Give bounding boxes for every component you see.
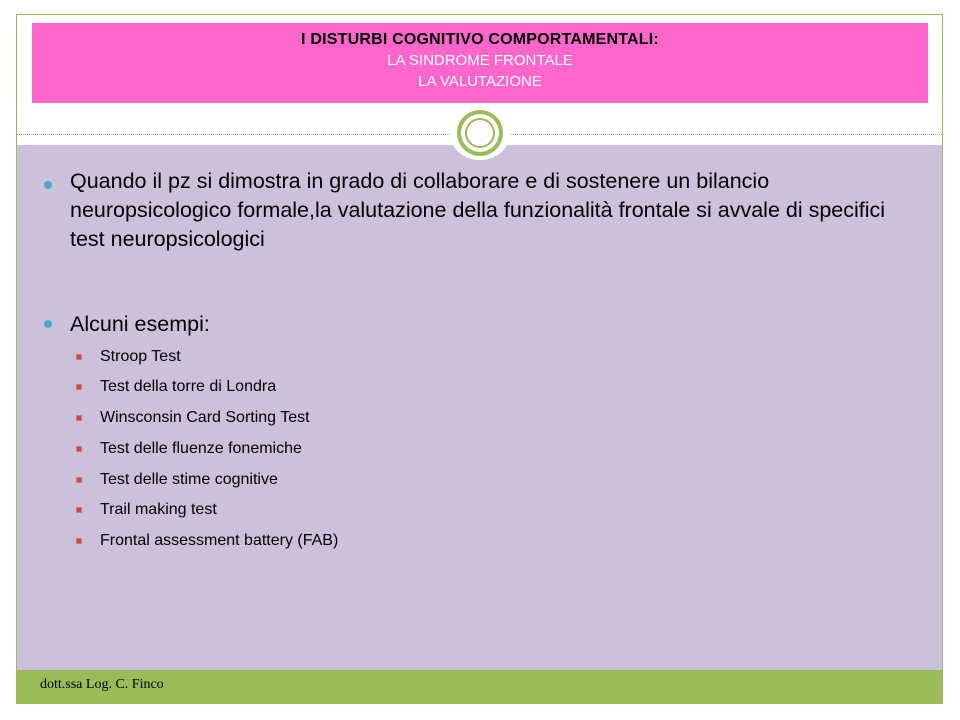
- title-banner: [32, 23, 928, 103]
- bullet-dot-icon: [44, 320, 52, 328]
- bullet-square-icon: [76, 507, 82, 513]
- bullet-square-icon: [76, 538, 82, 544]
- bullet-square-icon: [76, 446, 82, 452]
- list-item: Winsconsin Card Sorting Test: [100, 409, 310, 426]
- bullet-square-icon: [76, 354, 82, 360]
- bullet-square-icon: [76, 415, 82, 421]
- list-item: Trail making test: [100, 501, 217, 518]
- bullet-square-icon: [76, 477, 82, 483]
- footer-author: dott.ssa Log. C. Finco: [40, 677, 164, 692]
- title-line-1: I DISTURBI COGNITIVO COMPORTAMENTALI:: [301, 31, 659, 48]
- bullet-dot-icon: [44, 181, 52, 189]
- bullet-square-icon: [76, 384, 82, 390]
- circle-ornament-core: [465, 118, 495, 148]
- title-line-3: LA VALUTAZIONE: [418, 73, 542, 90]
- examples-heading: Alcuni esempi:: [70, 312, 210, 336]
- list-item: Frontal assessment battery (FAB): [100, 532, 339, 549]
- list-item: Test delle stime cognitive: [100, 471, 278, 488]
- list-item: Test delle fluenze fonemiche: [100, 440, 302, 457]
- list-item: Stroop Test: [100, 348, 181, 365]
- intro-paragraph: Quando il pz si dimostra in grado di collaborare e di sostenere un bilancio neuropsicologico formale,la valutazione della funzionalità frontale si avvale di specifici test neuropsicologici: [70, 169, 886, 251]
- list-item: Test della torre di Londra: [100, 378, 277, 395]
- title-line-2: LA SINDROME FRONTALE: [387, 52, 573, 69]
